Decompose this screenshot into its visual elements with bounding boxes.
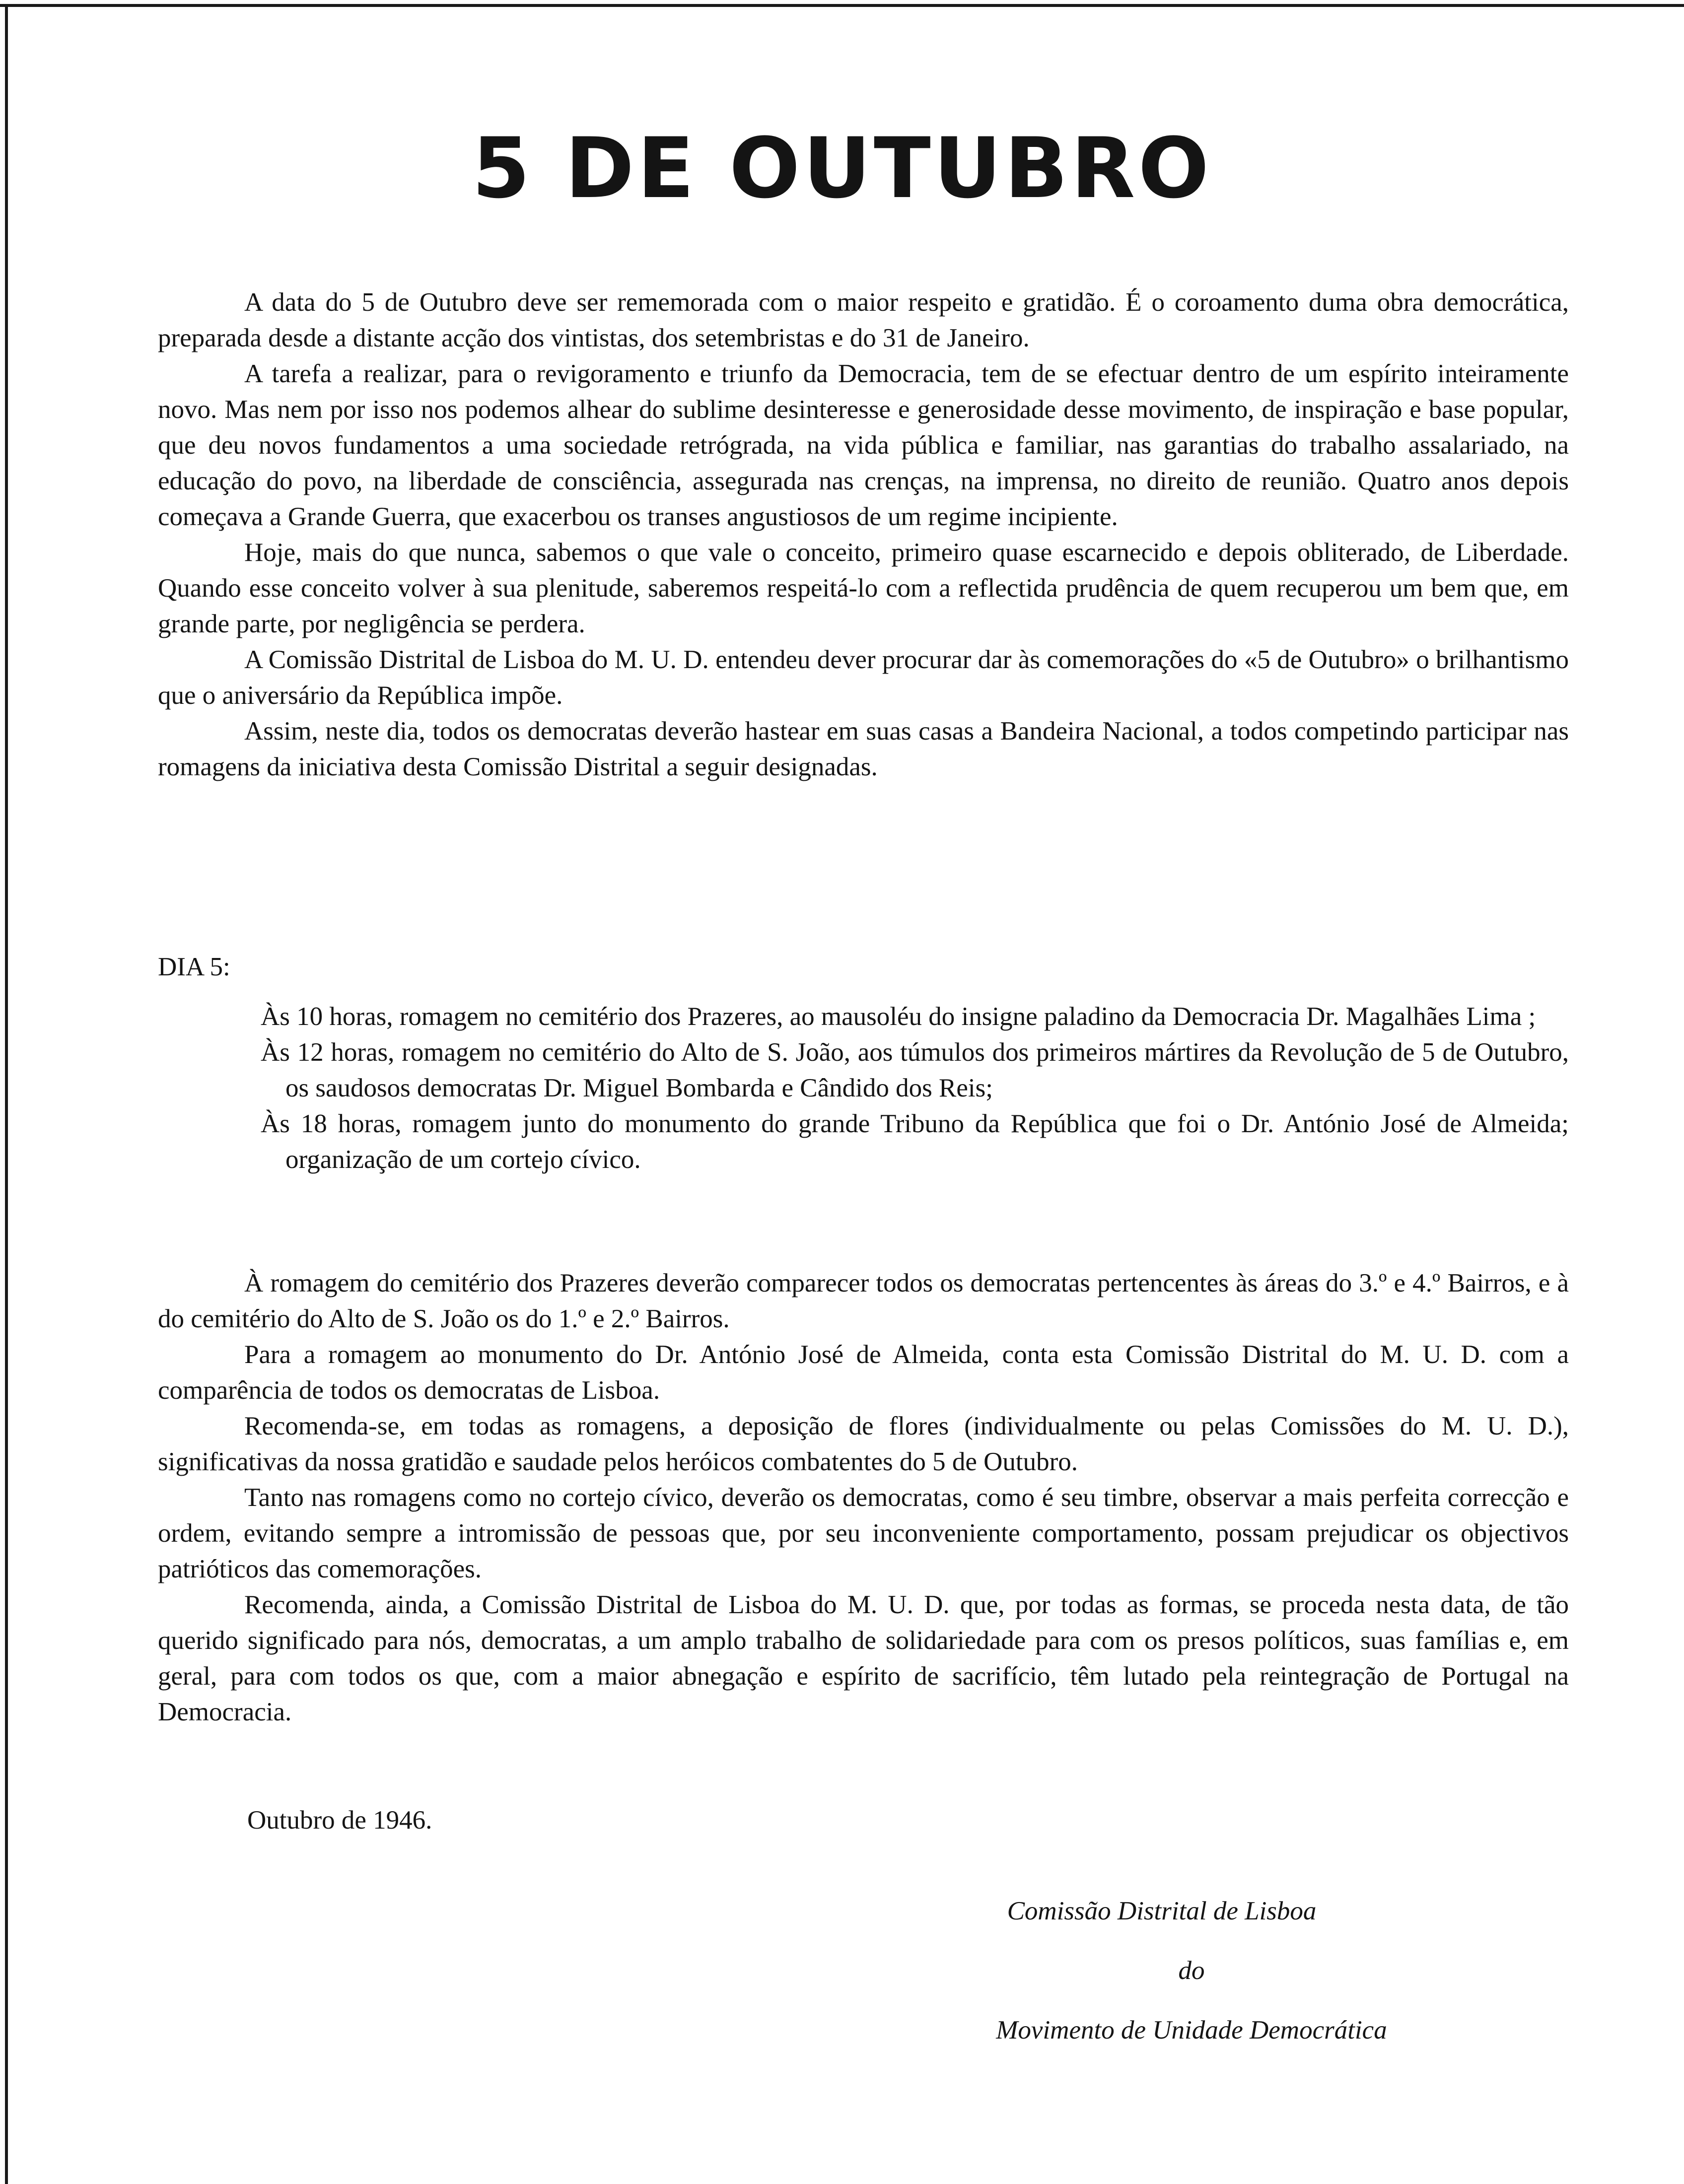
page-border-top: [0, 4, 1684, 7]
closing-paragraph-1: À romagem do cemitério dos Prazeres deverão comparecer todos os democratas pertencentes às áreas do 3.º e 4.º Bairros, e à do cemitério do Alto de S. João os do 1.º e 2.º Bairros.: [158, 1269, 1569, 1333]
intro-paragraph-5: Assim, neste dia, todos os democratas deverão hastear em suas casas a Bandeira Nacional, a todos competindo participar nas romagens da iniciativa desta Comissão Distrital a seguir designadas.: [158, 717, 1569, 781]
closing-paragraph-2: Para a romagem ao monumento do Dr. António José de Almeida, conta esta Comissão Distrital do M. U. D. com a comparência de todos os democratas de Lisboa.: [158, 1340, 1569, 1405]
signature-line-1: Comissão Distrital de Lisboa: [1007, 1897, 1317, 1925]
schedule-item-10h: Às 10 horas, romagem no cemitério dos Prazeres, ao mausoléu do insigne paladino da Democracia Dr. Magalhães Lima ;: [261, 1002, 1536, 1031]
schedule-list: [261, 999, 1569, 1177]
date-line: Outubro de 1946.: [247, 1806, 432, 1835]
signature-line-3: Movimento de Unidade Democrática: [996, 2016, 1387, 2045]
schedule-item-18h: Às 18 horas, romagem junto do monumento do grande Tribuno da República que foi o Dr. António José de Almeida; organização de um cortejo cívico.: [261, 1109, 1569, 1174]
schedule-item-12h: Às 12 horas, romagem no cemitério do Alto de S. João, aos túmulos dos primeiros mártires da Revolução de 5 de Outubro, os saudosos democratas Dr. Miguel Bombarda e Cândido dos Reis;: [261, 1038, 1569, 1102]
closing-paragraph-4: Tanto nas romagens como no cortejo cívico, deverão os democratas, como é seu timbre, observar a mais perfeita correcção e ordem, evitando sempre a intromissão de pessoas que, por seu inconveniente comportamento, possam prejudicar os objectivos patrióticos das comemorações.: [158, 1483, 1569, 1583]
day-label: DIA 5:: [158, 953, 230, 981]
signature-block: [913, 1881, 1470, 2060]
page-border-left: [5, 4, 8, 2184]
intro-paragraph-1: A data do 5 de Outubro deve ser rememorada com o maior respeito e gratidão. É o coroamento duma obra democrática, preparada desde a distante acção dos vintistas, dos setembristas e do 31 de Janeiro.: [158, 288, 1569, 352]
intro-paragraph-2: A tarefa a realizar, para o revigoramento e triunfo da Democracia, tem de se efectuar dentro de um espírito inteiramente novo. Mas nem por isso nos podemos alhear do sublime desinteresse e generosidade desse movimento, de inspiração e base popular, que deu novos fundamentos a uma sociedade retrógrada, na vida pública e familiar, nas garantias do trabalho assalariado, na educação do povo, na liberdade de consciência, assegurada nas crenças, na imprensa, no direito de reunião. Quatro anos depois começava a Grande Guerra, que exacerbou os transes angustiosos de um regime incipiente.: [158, 359, 1569, 531]
closing-section: [158, 1265, 1569, 1730]
closing-paragraph-3: Recomenda-se, em todas as romagens, a deposição de flores (individualmente ou pelas Comissões do M. U. D.), significativas da nossa gratidão e saudade pelos heróicos combatentes do 5 de Outubro.: [158, 1412, 1569, 1476]
document-title: 5 DE OUTUBRO: [472, 120, 1212, 217]
intro-paragraph-3: Hoje, mais do que nunca, sabemos o que vale o conceito, primeiro quase escarnecido e depois obliterado, de Liberdade. Quando esse conceito volver à sua plenitude, saberemos respeitá-lo com a reflectida prudência de quem recuperou um bem que, em grande parte, por negligência se perdera.: [158, 538, 1569, 638]
intro-paragraph-4: A Comissão Distrital de Lisboa do M. U. D. entendeu dever procurar dar às comemorações do «5 de Outubro» o brilhantismo que o aniversário da República impõe.: [158, 645, 1569, 710]
intro-section: [158, 284, 1569, 785]
closing-paragraph-5: Recomenda, ainda, a Comissão Distrital de Lisboa do M. U. D. que, por todas as formas, se proceda nesta data, de tão querido significado para nós, democratas, a um amplo trabalho de solidariedade para com os presos políticos, suas famílias e, em geral, para com todos os que, com a maior abnegação e espírito de sacrifício, têm lutado pela reintegração de Portugal na Democracia.: [158, 1590, 1569, 1726]
signature-line-2: do: [1178, 1956, 1205, 1985]
